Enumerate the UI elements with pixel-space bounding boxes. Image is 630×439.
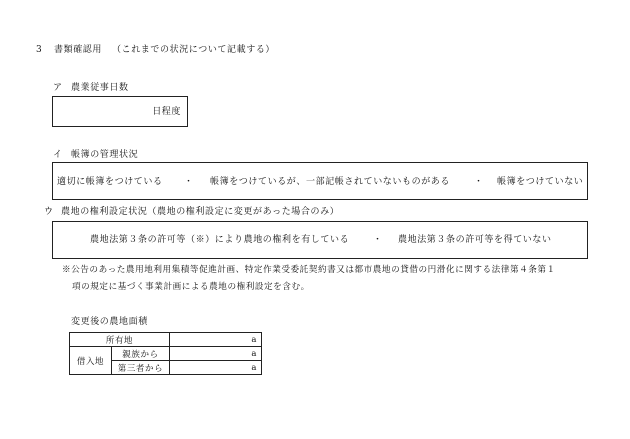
bookkeeping-box [52, 162, 588, 200]
farmland-area-table [69, 332, 262, 375]
note-line-1: ※公告のあった農用地利用集積等促進計画、特定作業受委託契約書又は都市農地の貸借の円滑化に関する法律第４条第１ [62, 265, 556, 275]
work-days-box[interactable] [52, 96, 188, 127]
owned-unit: a [251, 334, 257, 345]
third-party-label: 第三者から [112, 361, 170, 375]
bookkeeping-option-proper[interactable]: 適切に帳簿をつけている [57, 177, 163, 187]
third-party-unit: a [251, 362, 257, 373]
bookkeeping-bullet-1: ・ [184, 177, 194, 187]
item-a-label: ア [53, 83, 63, 93]
item-i-label: イ [53, 150, 63, 160]
item-u-title: 農地の権利設定状況（農地の権利設定に変更があった場合のみ） [61, 207, 340, 217]
note-line-2: 項の規定に基づく事業計画による農地の権利設定を含む。 [72, 282, 310, 292]
table-row [70, 333, 262, 347]
third-party-area-cell[interactable] [170, 361, 262, 375]
item-u-label: ウ [44, 207, 54, 217]
relatives-area-cell[interactable] [170, 347, 262, 361]
section-number: 3 [36, 45, 43, 55]
section-title: 書類確認用 [54, 45, 103, 55]
item-a-title: 農業従事日数 [71, 83, 129, 93]
bookkeeping-bullet-2: ・ [474, 177, 484, 187]
rights-bullet: ・ [373, 235, 383, 245]
owned-label: 所有地 [70, 333, 170, 347]
farmland-title: 変更後の農地面積 [71, 317, 148, 327]
rights-box [52, 221, 588, 259]
item-i-title: 帳簿の管理状況 [71, 150, 139, 160]
work-days-unit: 日程度 [152, 107, 181, 117]
owned-area-cell[interactable] [170, 333, 262, 347]
bookkeeping-option-partial[interactable]: 帳簿をつけているが、一部記帳されていないものがある [210, 177, 451, 187]
rights-option-permitted[interactable]: 農地法第３条の許可等（※）により農地の権利を有している [90, 235, 350, 245]
leased-label: 借入地 [70, 347, 112, 375]
rights-option-not-permitted[interactable]: 農地法第３条の許可等を得ていない [398, 235, 552, 245]
relatives-label: 親族から [112, 347, 170, 361]
table-row [70, 347, 262, 361]
bookkeeping-option-none[interactable]: 帳簿をつけていない [497, 177, 584, 187]
relatives-unit: a [251, 348, 257, 359]
section-subtitle: （これまでの状況について記載する） [112, 45, 276, 55]
